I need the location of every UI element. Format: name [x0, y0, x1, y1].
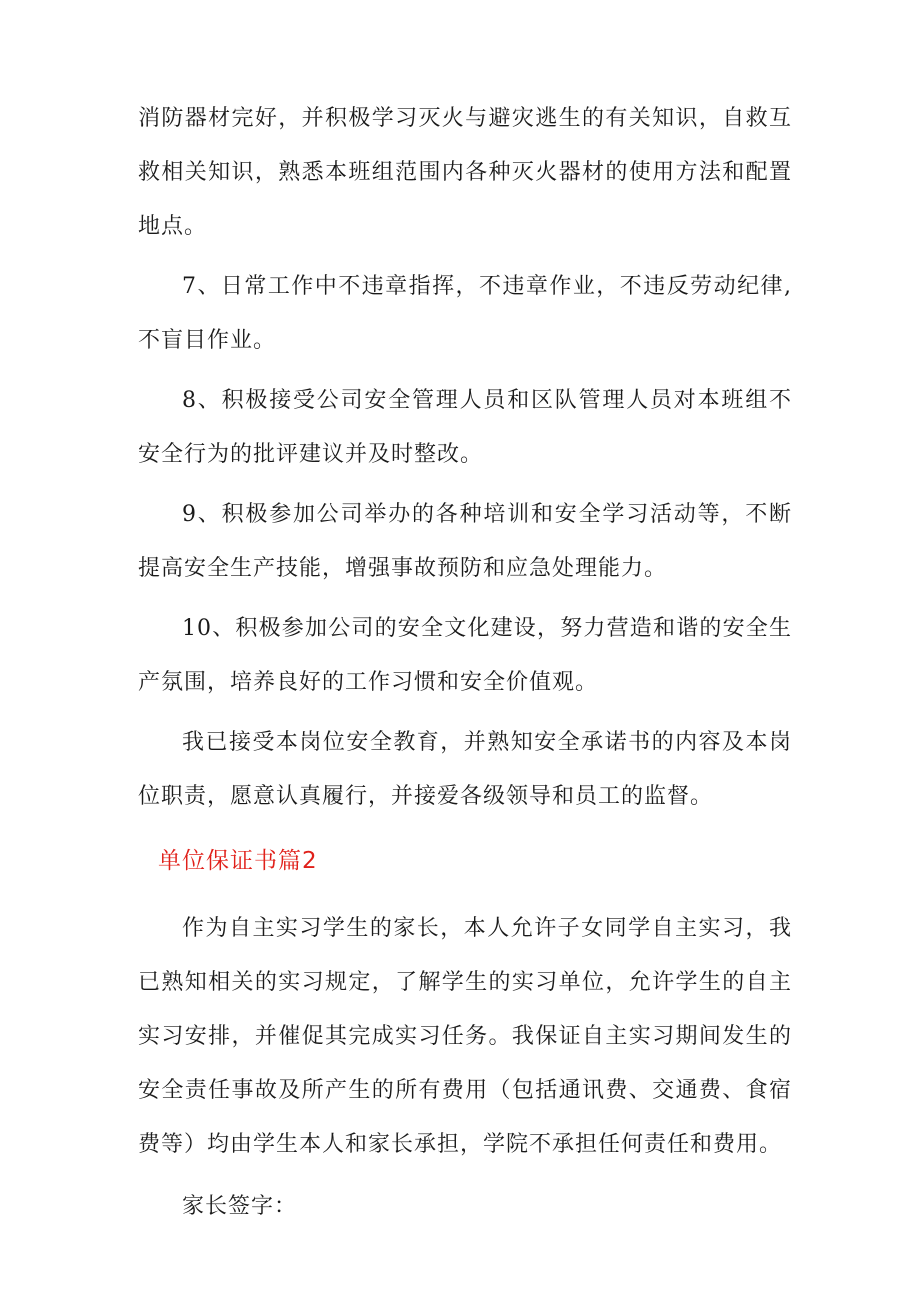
- paragraph-item-10: 10、积极参加公司的安全文化建设，努力营造和谐的安全生产氛围，培养良好的工作习惯和安全价值观。: [138, 616, 792, 695]
- paragraph-item-8: 8、积极接受公司安全管理人员和区队管理人员对本班组不安全行为的批评建议并及时整改。: [138, 388, 792, 467]
- paragraph-item-9: 9、积极参加公司举办的各种培训和安全学习活动等，不断提高安全生产技能，增强事故预防和应急处理能力。: [138, 502, 792, 581]
- section-heading: 单位保证书篇2: [158, 848, 318, 874]
- parent-signature-label: 家长签字：: [182, 1194, 298, 1219]
- paragraph-item-7: 7、日常工作中不违章指挥，不违章作业，不违反劳动纪律,不盲目作业。: [138, 274, 792, 353]
- paragraph-acknowledgement: 我已接受本岗位安全教育，并熟知安全承诺书的内容及本岗位职责，愿意认真履行，并接爱各级领导和员工的监督。: [138, 730, 792, 809]
- paragraph-parent-guarantee: 作为自主实习学生的家长，本人允许子女同学自主实习，我已熟知相关的实习规定，了解学生的实习单位，允许学生的自主实习安排，并催促其完成实习任务。我保证自主实习期间发生的安全责任事故及所产生的所有费用（包括通讯费、交通费、食宿费等）均由学生本人和家长承担，学院不承担任何责任和费用。: [138, 916, 792, 1157]
- paragraph-fire-equipment: 消防器材完好，并积极学习灭火与避灾逃生的有关知识，自救互救相关知识，熟悉本班组范围内各种灭火器材的使用方法和配置地点。: [138, 106, 792, 239]
